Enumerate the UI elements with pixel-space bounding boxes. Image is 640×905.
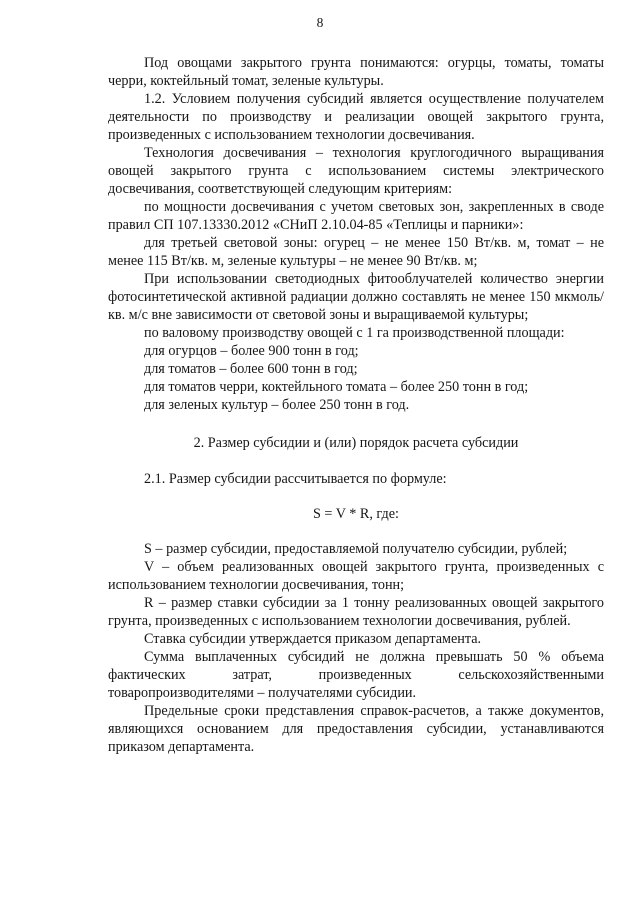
paragraph-subsidy-condition: 1.2. Условием получения субсидий является осуществление получателем деятельности по производству и реализации овощей закрытого грунта, произведенных с использованием технологии досвечивания.: [108, 91, 604, 143]
paragraph-rate-approval: Ставка субсидии утверждается приказом департамента.: [144, 631, 482, 647]
definition-v: V – объем реализованных овощей закрытого грунта, произведенных с использованием технологии досвечивания, тонн;: [108, 559, 604, 593]
paragraph-third-light-zone: для третьей световой зоны: огурец – не менее 150 Вт/кв. м, томат – не менее 115 Вт/кв. м, зеленые культуры – не менее 90 Вт/кв. м;: [108, 235, 604, 269]
paragraph-gross-production: по валовому производству овощей с 1 га производственной площади:: [144, 325, 565, 341]
page-number: 8: [316, 15, 324, 30]
paragraph-led-irradiators: При использовании светодиодных фитооблучателей количество энергии фотосинтетической активной радиации должно составлять не менее 150 мкмоль/кв. м/с вне зависимости от световой зоны и выращиваемой культуры;: [108, 271, 604, 323]
list-item-cucumbers: для огурцов – более 900 тонн в год;: [144, 343, 359, 359]
document-body: [108, 54, 604, 756]
paragraph-lighting-technology: Технология досвечивания – технология круглогодичного выращивания овощей закрытого грунта с использованием системы электрического досвечивания, соответствующей следующим критериям:: [108, 145, 604, 197]
definition-r: R – размер ставки субсидии за 1 тонну реализованных овощей закрытого грунта, произведенных с использованием технологии досвечивания, рублей.: [108, 595, 604, 629]
section-heading: 2. Размер субсидии и (или) порядок расчета субсидии: [193, 435, 519, 451]
list-item-cherry-tomatoes: для томатов черри, коктейльного томата – более 250 тонн в год;: [144, 379, 529, 395]
definition-s: S – размер субсидии, предоставляемой получателю субсидии, рублей;: [144, 541, 568, 557]
list-item-tomatoes: для томатов – более 600 тонн в год;: [144, 361, 358, 377]
paragraph-formula-intro: 2.1. Размер субсидии рассчитывается по формуле:: [144, 471, 447, 487]
paragraph-lighting-power: по мощности досвечивания с учетом световых зон, закрепленных в своде правил СП 107.13330.2012 «СНиП 2.10.04-85 «Теплицы и парники»:: [108, 199, 604, 233]
paragraph-subsidy-limit: Сумма выплаченных субсидий не должна превышать 50 % объема фактических затрат, произведенных сельскохозяйственными товаропроизводителями – получателями субсидии.: [108, 649, 604, 701]
paragraph-deadlines: Предельные сроки представления справок-расчетов, а также документов, являющихся основанием для предоставления субсидии, устанавливаются приказом департамента.: [108, 703, 604, 755]
paragraph-vegetables-definition: Под овощами закрытого грунта понимаются: огурцы, томаты, томаты черри, коктейльный томат, зеленые культуры.: [108, 55, 604, 89]
formula: S = V * R, где:: [312, 506, 400, 522]
list-item-greens: для зеленых культур – более 250 тонн в год.: [144, 397, 410, 413]
